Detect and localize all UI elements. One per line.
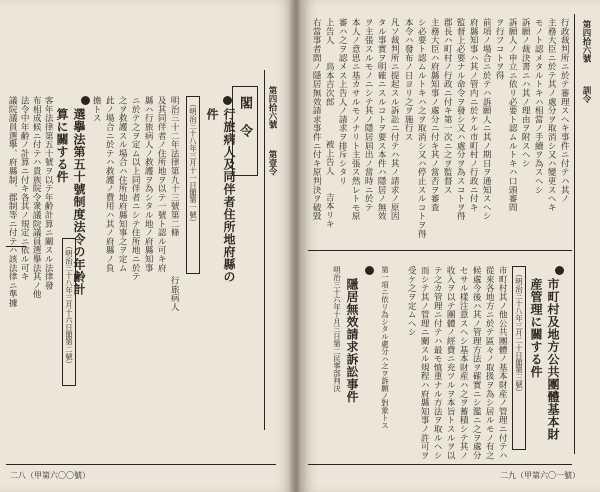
article-1-line-3: 及其同伴者ノ住所地ヲ以テ一號ト認ル可キ府 xyxy=(156,96,167,272)
intro-line-2: 主務大臣ニ於テ其ノ處分ヲ取消シ又ハ變更スヘキ xyxy=(546,18,557,212)
article-3-line-8: 右當事者間ノ隱居無效請求事件ニ付キ原判決ヲ破毀 xyxy=(311,18,322,221)
article-2-bullet xyxy=(76,96,95,108)
article-4-date-note: （明治三十八年三月二十日閣第三號） xyxy=(512,266,526,450)
article-2-title: 選擧法第五十號制度法令の年齢計算に關する件 xyxy=(55,108,86,296)
intro-line-10: 郡長ハ町村ノ行政ニ付キ第一次ニ之ヲ監督ス xyxy=(442,18,453,194)
article-4-line-6: テ之カ管理ニ付テハ最モ慎重ナル方法ヲ取ルヘシ xyxy=(432,266,443,460)
article-1-line-4: 縣ハ行旅病人ノ救護ヲ為シタル地ノ府縣知事 xyxy=(143,96,154,272)
right-page-number: 二九（甲第六〇一號） xyxy=(500,471,580,480)
article-3-bullet xyxy=(360,266,379,278)
left-divider xyxy=(6,246,26,247)
article-1-date-note: （明治三十八年三月十一日閣第一號） xyxy=(186,96,200,274)
article-4-line-1: 市町村其ノ他公共團體ノ基本財産ノ管理ニ付テハ xyxy=(497,266,508,460)
article-2-date-note: （明治三十八年三月十六日閣第二號） xyxy=(62,238,76,386)
article-1-line-1: 明治三十二年法律第九十三號第二條 xyxy=(169,96,180,237)
article-1-title: 行旅病人及同伴者住所地府縣の件 xyxy=(205,108,236,283)
article-3-line-3: ヲ主張スルモノニシテ其ノ隱居屆出ノ當時ニ於テ xyxy=(363,18,374,212)
article-2-line-1: 客年法律第五十號ヲ以テ年齢計算ニ關スル法律發 xyxy=(43,96,54,290)
intro-line-11: 主務大臣ハ府縣知事ノ處分ニ付キ其ノ當否ヲ審査 xyxy=(429,18,440,212)
right-running-head: 第四拾六號 xyxy=(581,20,591,63)
left-footer-rule xyxy=(6,464,276,465)
article-2-line-2: 布相成候ニ付テハ貴族院令衆議院議員選擧法其ノ他 xyxy=(31,96,42,299)
article-2-line-3: 法令中年齢ノ計算ニ付キ各其ノ規定ニ依ル可キ xyxy=(19,96,30,281)
left-running-head: 第四拾六號 xyxy=(267,86,277,129)
intro-line-6: ヲ行フコトヲ得 xyxy=(494,18,505,80)
right-running-head-2: 訓令 xyxy=(581,86,591,103)
article-3-line-1: 凡ソ裁判所ニ提起スル訴訟ニ付テハ其ノ請求ノ原因 xyxy=(389,18,400,221)
article-2-line-4: 議院議員選擧、府縣制、郡制等ニ付テハ該法律ニ準據 xyxy=(7,96,18,308)
article-1-line-7: 此ノ場合ニ於テハ救護ノ費用ハ其ノ府縣ノ負 xyxy=(104,96,115,272)
right-page xyxy=(300,0,600,492)
intro-line-8: 府縣知事ハ其ノ管内ニ於ケル市町村ノ行政ニ付キ xyxy=(468,18,479,212)
intro-line-12: シ必要ト認ムルトキハ之ヲ取消シ又ハ停止スルコトヲ得 xyxy=(416,18,427,238)
right-mid-divider xyxy=(308,250,572,251)
article-3-date-note: 明治三十六年十月三日第二民事部判決 xyxy=(332,266,342,392)
article-4-title: 市町村及地方公共團體基本財産管理に關する件 xyxy=(529,278,560,441)
intro-line-1: 行政裁判所ニ於テ審理スヘキ事件ニ付テハ其ノ xyxy=(559,18,570,203)
article-4-line-3: 候處今後ハ其ノ管理方法ヲ確實ニシ濫ニ之ヲ處分 xyxy=(471,266,482,460)
closing-note: 第一項ニ依リ為シタル處分ハ之ヲ訴願ノ對象トス xyxy=(380,266,390,429)
article-3-line-4: 本人ノ意思ニ基カサルモノナリト主張ス然レトモ原 xyxy=(350,18,361,221)
intro-line-4: 訴願ノ裁決書ニハ其ノ理由ヲ附スヘシ xyxy=(520,18,531,168)
article-1-line-2: 行旅病人 xyxy=(169,276,180,312)
article-1-line-8: 擔トス xyxy=(91,96,102,123)
article-4-bullet xyxy=(550,266,569,278)
left-page-number: 二八（甲第六〇〇號） xyxy=(10,471,90,480)
article-1-bullet xyxy=(218,96,237,108)
intro-line-3: モノト認メタルトキハ相當ノ手續ヲ為スヘシ xyxy=(533,18,544,194)
article-3-line-5: 審ハ之ヲ認メス上告人ノ請求ヲ排斥シタリ xyxy=(337,18,348,186)
article-4-line-7: 而シテ其ノ管理ニ關スル規程ハ府縣知事ノ許可ヲ xyxy=(419,266,430,460)
article-4-line-4: セサル樣注意スヘシ基本財産ハ之ヲ蓄積シテ其ノ xyxy=(458,266,469,460)
article-4-line-5: 收入ヲ以テ團體ノ經費ニ充ツルヲ本旨トスルヲ以 xyxy=(445,266,456,460)
left-running-head-2: 第壹令 xyxy=(267,150,277,176)
article-3-line-2: タル事實ヲ明確ニスルコトヲ要ス本件ハ隱居ノ無效 xyxy=(376,18,387,221)
intro-line-13: 本令ハ發布ノ日ヨリ之ヲ施行ス xyxy=(403,18,414,142)
right-margin-rule xyxy=(574,14,575,454)
article-1-line-6: 之ヲ救護スル場合ハ住所地府縣知事之ヲ定ム xyxy=(117,96,128,272)
intro-line-7: 前項ノ場合ニ於テハ訴願人ニ其ノ期日ヲ通知スヘシ xyxy=(481,18,492,221)
article-3-party-2: 被上告人 吉本リキ xyxy=(324,140,335,228)
left-margin-rule xyxy=(264,70,265,430)
article-4-line-2: 從來各地方ニ於テ區々ノ取扱ヲ為シ居ルモノ有之 xyxy=(484,266,495,460)
intro-line-5: 訴願人ノ申立ニ依リ必要ト認ムルトキハ口頭審問 xyxy=(507,18,518,212)
article-4-line-8: 受ケ之ヲ定ムヘシ xyxy=(406,266,417,337)
left-page xyxy=(0,0,292,492)
right-footer-rule xyxy=(308,464,572,465)
article-3-title: 隱居無效請求訴訟事件 xyxy=(345,278,359,403)
article-1-line-5: ニ於テ之ヲ定ム以上同伴者ニシテ住所地ニ於テ xyxy=(130,96,141,281)
intro-line-9: 監督上必要ナル命令ヲ發シ又ハ處分ヲ為スコトヲ得 xyxy=(455,18,466,221)
section-heading: 閣 令 xyxy=(237,96,252,138)
article-3-party-1: 上告人 鳥本吉次郎 xyxy=(324,18,335,106)
